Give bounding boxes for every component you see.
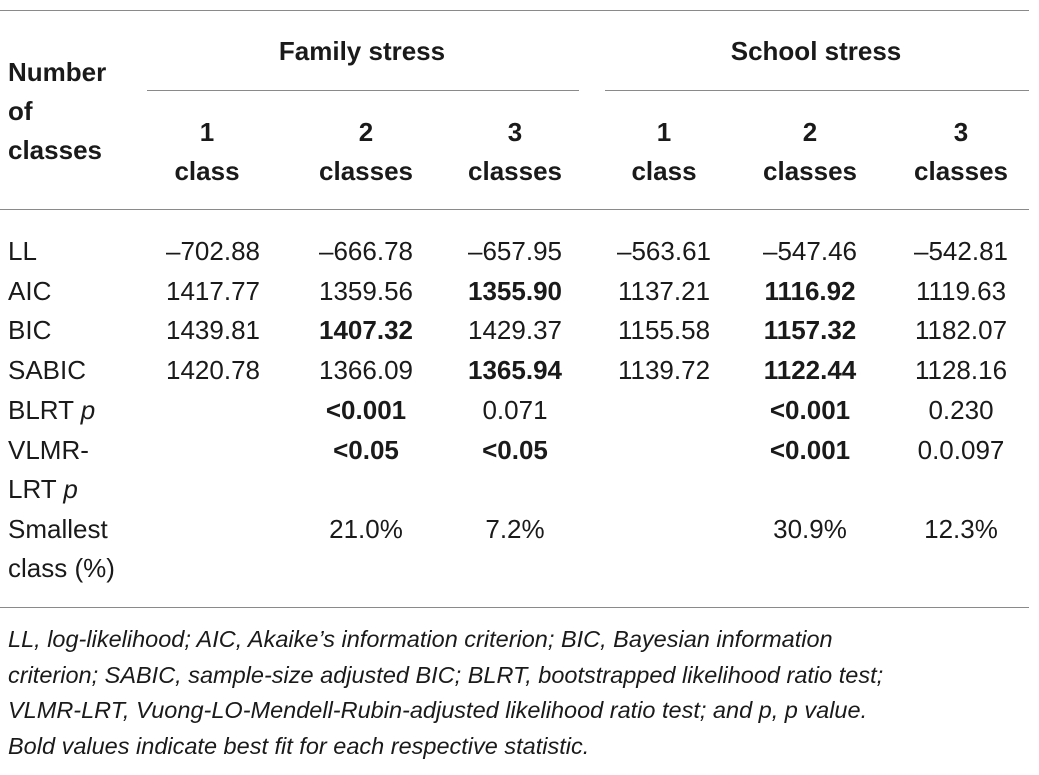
header-bottom-rule	[0, 209, 1029, 210]
header-row-label-line-2: of	[8, 96, 33, 126]
table-cell: 1366.09	[319, 355, 413, 385]
row-label-text: SABIC	[8, 355, 87, 385]
table-cell: –547.46	[763, 236, 857, 266]
table-cell: <0.001	[325, 395, 407, 425]
header-row-label-line-1: Number	[8, 57, 107, 87]
table-cell: <0.05	[333, 435, 399, 465]
col-header-unit: classes	[319, 156, 413, 186]
table-cell: 12.3%	[924, 514, 998, 544]
table-cell: –563.61	[617, 236, 711, 266]
row-label	[8, 310, 51, 350]
table-cell: 0.230	[928, 395, 994, 425]
table-cell: 1157.32	[763, 315, 857, 345]
row-label-italic: p	[80, 395, 96, 425]
table-cell: 1417.77	[166, 276, 260, 306]
row-label-line-2	[8, 548, 115, 588]
col-header-number: 1	[656, 117, 672, 147]
table-cell: 1122.44	[763, 355, 857, 385]
table-cell: 1137.21	[617, 276, 711, 306]
col-header-number: 1	[199, 117, 215, 147]
table-cell: –702.88	[166, 236, 260, 266]
table-bottom-rule	[0, 607, 1029, 608]
family-stress-underline	[147, 90, 579, 91]
row-label-text: AIC	[8, 276, 52, 306]
table-cell: –666.78	[319, 236, 413, 266]
table-cell: 7.2%	[485, 514, 545, 544]
row-label	[8, 350, 86, 390]
table-cell: 1355.90	[468, 276, 562, 306]
table-cell: 1439.81	[166, 315, 260, 345]
col-header-number: 2	[358, 117, 374, 147]
table-cell: 1116.92	[764, 276, 856, 306]
table-cell: 1139.72	[617, 355, 711, 385]
footnote-line: Bold values indicate best fit for each respective statistic.	[8, 732, 590, 759]
row-label	[8, 231, 37, 271]
col-header-unit: classes	[763, 156, 857, 186]
col-header-unit: classes	[468, 156, 562, 186]
school-stress-underline	[605, 90, 1029, 91]
row-label-text: BLRT	[8, 395, 81, 425]
table-cell: 1182.07	[914, 315, 1008, 345]
col-header-number: 3	[507, 117, 523, 147]
group-header-school-stress: School stress	[730, 36, 902, 66]
row-label	[8, 390, 95, 430]
row-label-text: VLMR-	[8, 435, 89, 465]
table-footnote	[8, 622, 1028, 764]
table-cell: <0.001	[769, 435, 851, 465]
col-header-unit: class	[174, 156, 240, 186]
row-label-italic: p	[63, 474, 78, 504]
table-cell: 1429.37	[468, 315, 562, 345]
footnote-line: LL, log-likelihood; AIC, Akaike’s information criterion; BIC, Bayesian information	[8, 626, 833, 652]
col-header-unit: class	[631, 156, 697, 186]
table-cell: <0.05	[482, 435, 548, 465]
table-cell: 1365.94	[468, 355, 562, 385]
table-cell: –657.95	[468, 236, 562, 266]
col-header-number: 3	[953, 117, 969, 147]
footnote-line: criterion; SABIC, sample-size adjusted BIC; BLRT, bootstrapped likelihood ratio test;	[8, 661, 884, 688]
row-label	[8, 271, 51, 311]
table-cell: 1155.58	[617, 315, 711, 345]
row-label	[8, 509, 108, 549]
table-cell: 1420.78	[166, 355, 260, 385]
header-row-label-line-3: classes	[8, 135, 102, 165]
col-header-unit: classes	[914, 156, 1008, 186]
row-label-text: class (%)	[8, 553, 115, 583]
group-header-family-stress: Family stress	[278, 36, 446, 66]
table-cell: 30.9%	[773, 514, 847, 544]
footnote-line: VLMR-LRT, Vuong-LO-Mendell-Rubin-adjusted likelihood ratio test; and p, p value.	[8, 697, 868, 723]
col-header-number: 2	[802, 117, 818, 147]
table-cell: 1128.16	[914, 355, 1008, 385]
table-cell: 1359.56	[319, 276, 413, 306]
row-label-text: LRT	[8, 474, 64, 504]
row-label-text: Smallest	[8, 514, 108, 544]
table-cell: 1119.63	[915, 276, 1007, 306]
row-label-text: BIC	[8, 315, 52, 345]
table-cell: –542.81	[914, 236, 1008, 266]
table-cell: 1407.32	[319, 315, 413, 345]
row-label-text: LL	[8, 236, 37, 266]
table-cell: 0.071	[482, 395, 548, 425]
top-rule	[0, 10, 1029, 11]
table-cell: <0.001	[769, 395, 851, 425]
row-label	[8, 430, 89, 470]
table-cell: 0.0.097	[917, 435, 1005, 465]
row-label-line-2	[8, 469, 78, 509]
table-cell: 21.0%	[329, 514, 403, 544]
